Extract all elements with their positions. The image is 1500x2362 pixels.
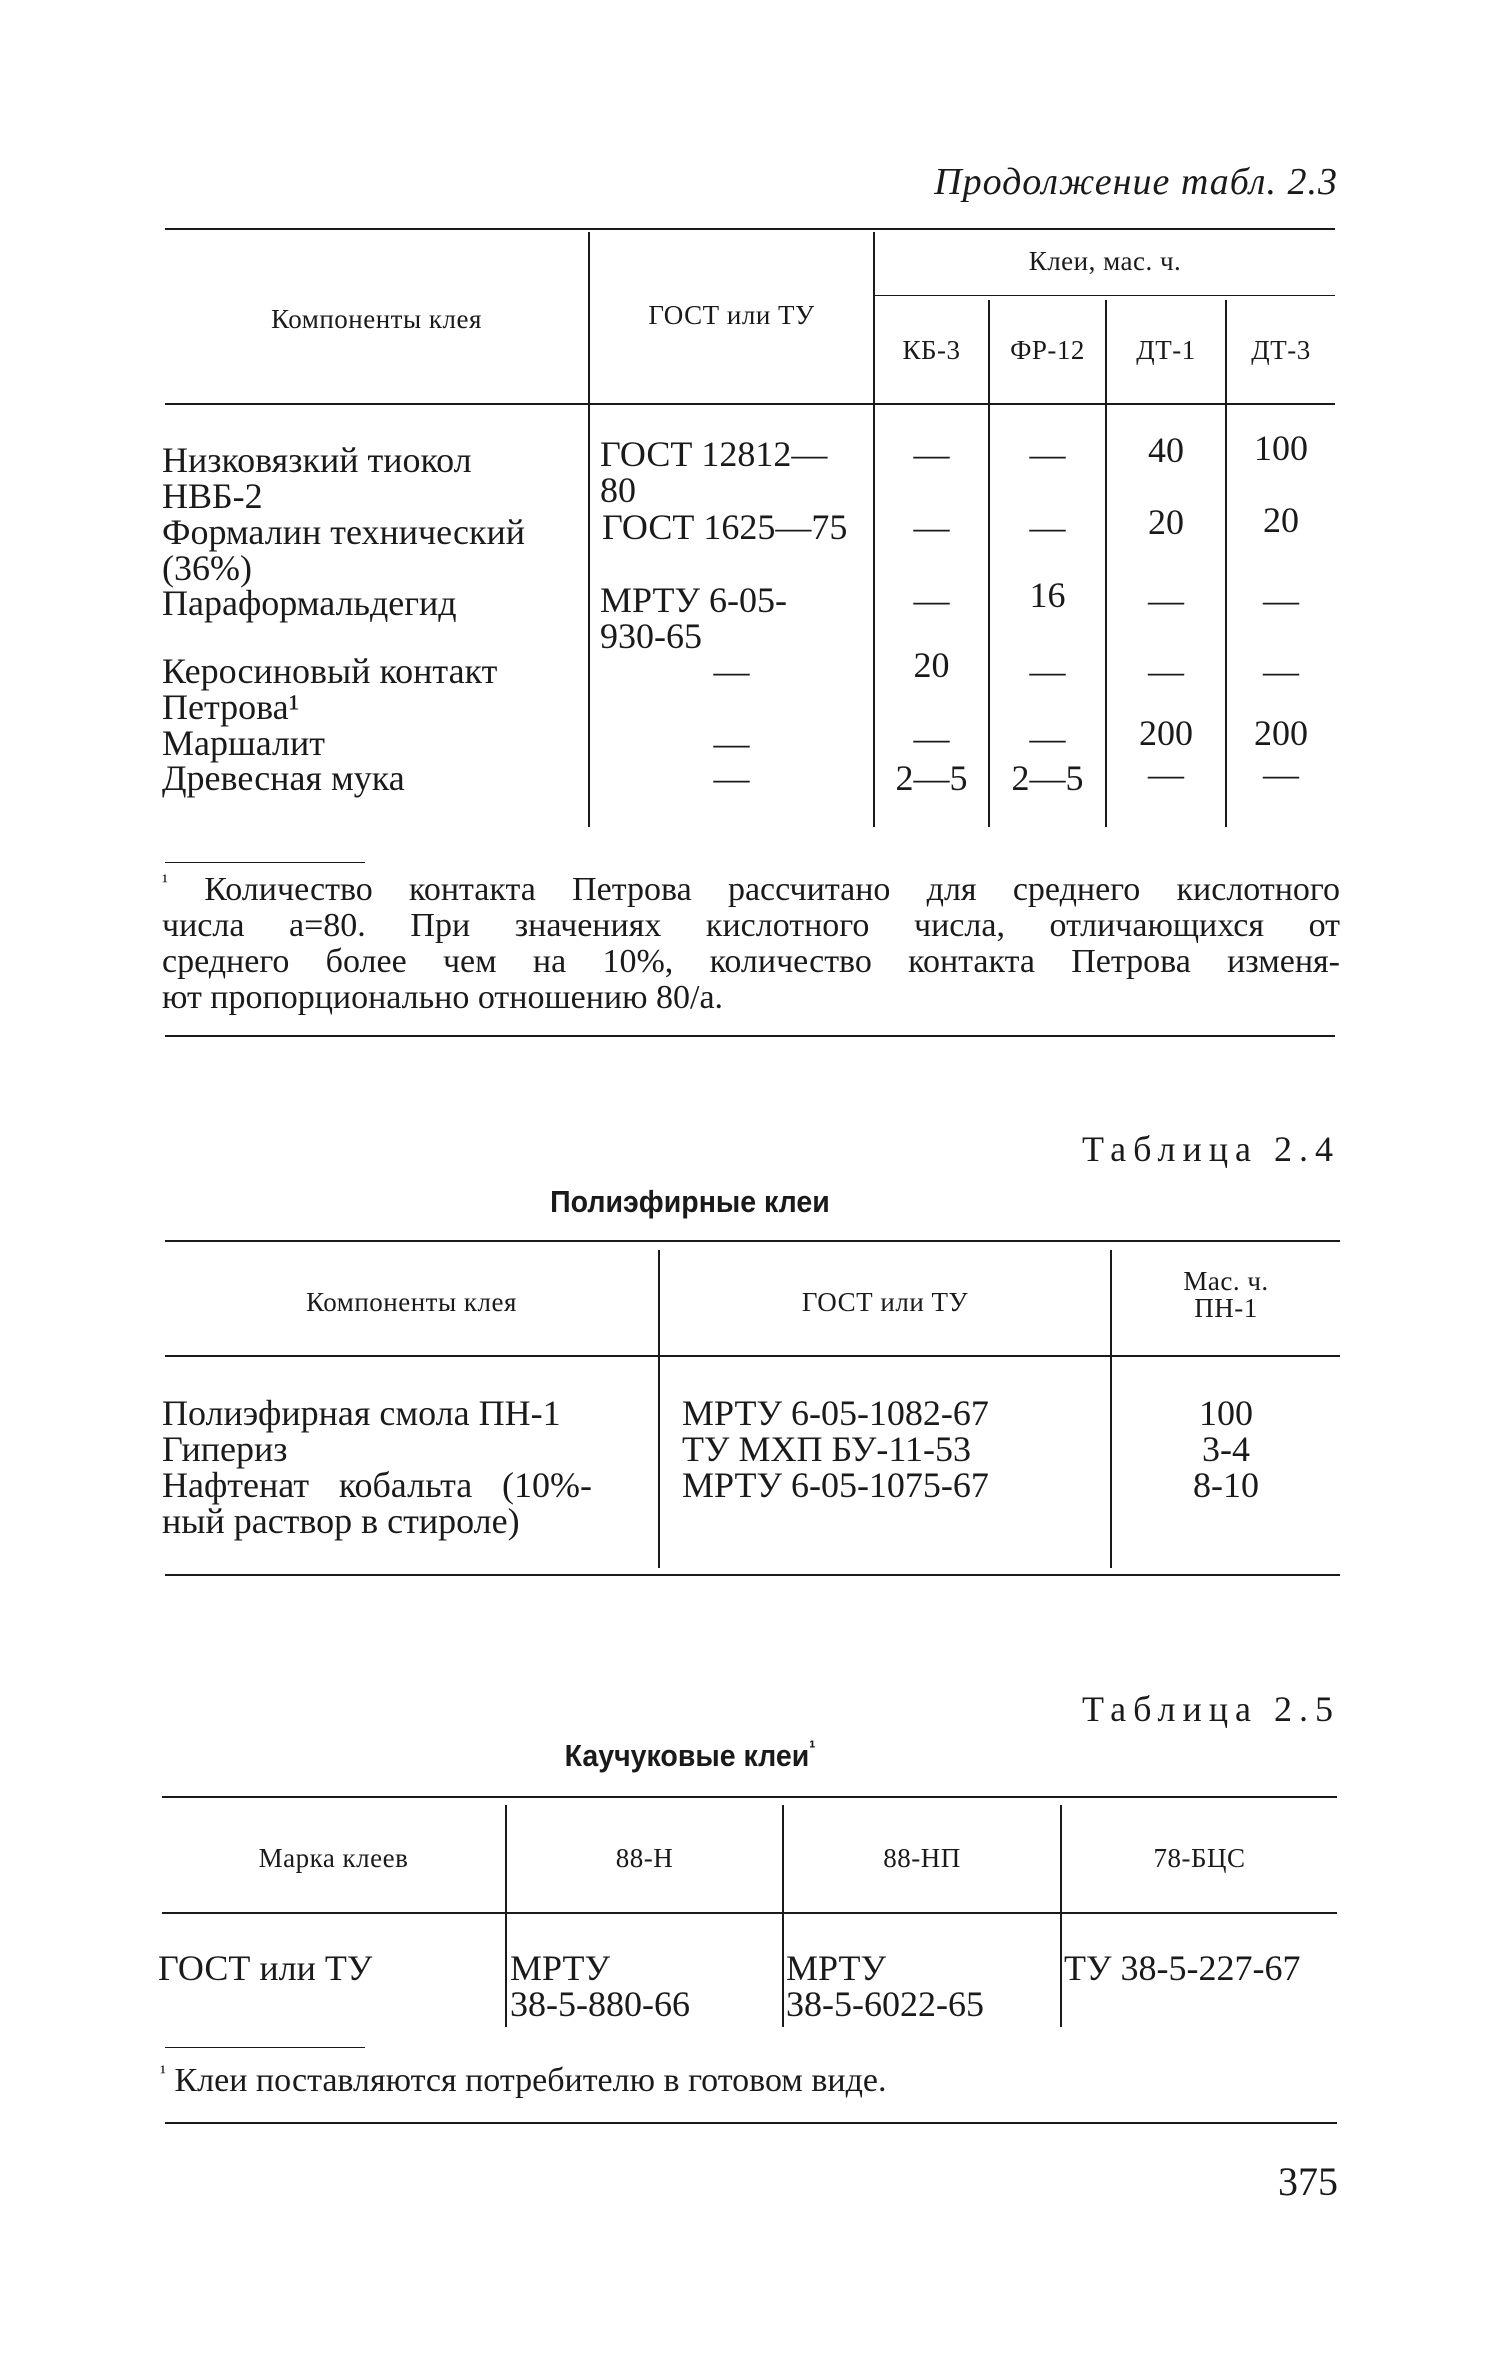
table-2-3-footnote-rule — [165, 862, 365, 863]
table-2-3-header-group: Клеи, мас. ч. — [1028, 246, 1182, 276]
table-2-3-row-1-dt1: 40 — [1148, 430, 1184, 470]
table-2-5-col-divider — [782, 1805, 784, 2027]
table-2-4-title: Полиэфирные клеи — [550, 1184, 830, 1219]
table-2-4-bottom-rule — [165, 1574, 1340, 1576]
table-2-5-row-78bcs: ТУ 38-5-227-67 — [1064, 1948, 1301, 1988]
table-2-5-header-88np: 88-НП — [883, 1843, 961, 1873]
table-2-3-row-2-gost: ГОСТ 1625—75 — [602, 507, 848, 547]
table-2-3-row-4-fr12: — — [1029, 651, 1066, 691]
table-2-3-header-fr12: ФР-12 — [1010, 335, 1085, 365]
table-2-4-header-mass: Мас. ч. ПН-1 — [1183, 1266, 1269, 1323]
table-2-3-row-6-dt3: — — [1263, 754, 1299, 794]
table-2-4-row-1-value: 100 — [1199, 1393, 1253, 1433]
table-2-4-header-gost: ГОСТ или ТУ — [801, 1287, 969, 1317]
table-2-3-row-1-name: Низковязкий тиокол НВБ-2 — [162, 440, 472, 516]
table-2-3-row-5-kb3: — — [913, 718, 950, 758]
section-rule — [165, 1035, 1335, 1037]
table-2-3-header-component: Компоненты клея — [271, 304, 482, 334]
table-2-3-row-3-dt1: — — [1148, 580, 1184, 620]
page-number: 375 — [1278, 2159, 1338, 2204]
table-2-3-row-4-name: Керосиновый контакт Петрова¹ — [162, 651, 498, 727]
table-2-3-row-1-kb3: — — [913, 434, 950, 474]
table-2-3-row-3-gost: МРТУ 6-05- 930-65 — [600, 580, 787, 656]
table-2-3-row-4-gost: — — [713, 651, 750, 691]
table-2-3-header-rule — [165, 403, 1335, 405]
table-2-3-row-5-dt1: 200 — [1139, 713, 1193, 753]
table-2-3-row-4-kb3: 20 — [913, 645, 950, 685]
table-2-3-row-2-dt1: 20 — [1148, 502, 1184, 542]
table-2-5-header-88n: 88-Н — [615, 1843, 674, 1873]
table-2-5-footnote: $^{^1}$ Клеи поставляются потребителю в готовом виде. — [160, 2061, 887, 2099]
table-2-5-col-divider — [1060, 1805, 1062, 2027]
table-2-5-header-78bcs: 78-БЦС — [1153, 1843, 1246, 1873]
table-2-3-caption: Продолжение табл. 2.3 — [934, 161, 1338, 203]
table-2-3-row-5-name: Маршалит — [162, 723, 325, 763]
table-2-4-row-1-gost: МРТУ 6-05-1082-67 — [682, 1393, 989, 1433]
table-2-3-row-6-kb3: 2—5 — [895, 758, 968, 798]
table-2-5-col-divider — [505, 1805, 507, 2027]
table-2-5-title: Каучуковые клеи$^{^1}$ — [564, 1737, 816, 1773]
table-2-5-row-88n: МРТУ 38-5-880-66 — [510, 1948, 690, 2024]
table-2-3-row-4-dt1: — — [1148, 651, 1184, 691]
table-2-4-label: Таблица 2.4 — [1082, 1129, 1340, 1169]
table-2-3-row-5-gost: — — [713, 723, 750, 763]
table-2-3-row-5-fr12: — — [1029, 718, 1066, 758]
table-2-3-row-2-dt3: 20 — [1263, 500, 1299, 540]
table-2-4-row-3-value: 8-10 — [1193, 1465, 1259, 1505]
table-2-5-row-88np: МРТУ 38-5-6022-65 — [786, 1948, 984, 2024]
table-2-3-row-5-dt3: 200 — [1254, 713, 1308, 753]
table-2-3-top-rule — [165, 228, 1335, 230]
table-2-4-header-rule — [165, 1355, 1340, 1357]
table-2-4-row-2-name: Гипериз — [162, 1429, 288, 1469]
table-2-3-row-1-gost: ГОСТ 12812— 80 — [600, 434, 828, 510]
table-2-3-row-4-dt3: — — [1263, 651, 1299, 691]
table-2-3-row-3-name: Параформальдегид — [162, 583, 457, 623]
table-2-3-header-dt3: ДТ-3 — [1251, 335, 1311, 365]
table-2-3-row-1-fr12: — — [1029, 434, 1066, 474]
table-2-3-header-gost: ГОСТ или ТУ — [648, 300, 815, 330]
table-2-5-footnote-rule — [165, 2047, 365, 2048]
table-2-5-top-rule — [162, 1796, 1337, 1798]
table-2-3-row-2-name: Формалин технический (36%) — [162, 512, 525, 588]
table-2-3-row-6-dt1: — — [1148, 754, 1184, 794]
table-2-3-row-3-kb3: — — [913, 580, 950, 620]
table-2-4-top-rule — [165, 1240, 1340, 1242]
table-2-4-row-1-name: Полиэфирная смола ПН-1 — [162, 1393, 561, 1433]
table-2-3-row-3-fr12: 16 — [1029, 575, 1066, 615]
table-2-5-row-name: ГОСТ или ТУ — [158, 1948, 373, 1988]
table-2-5-label: Таблица 2.5 — [1082, 1689, 1340, 1729]
table-2-5-header-rule — [162, 1912, 1337, 1914]
page-bottom-rule — [165, 2122, 1337, 2124]
table-2-3-row-1-dt3: 100 — [1254, 428, 1308, 468]
table-2-3-row-6-gost: — — [713, 758, 750, 798]
table-2-4-header-component: Компоненты клея — [306, 1287, 517, 1317]
table-2-4-row-3-name: Нафтенат кобальта (10%- ный раствор в стироле) — [162, 1465, 592, 1541]
table-2-3-row-6-name: Древесная мука — [162, 758, 405, 798]
table-2-4-row-3-gost: МРТУ 6-05-1075-67 — [682, 1465, 989, 1505]
table-2-3-header-dt1: ДТ-1 — [1136, 335, 1196, 365]
table-2-4-row-2-gost: ТУ МХП БУ-11-53 — [682, 1429, 972, 1469]
table-2-3-row-2-kb3: — — [913, 507, 950, 547]
table-2-3-group-rule — [875, 295, 1335, 296]
table-2-3-header-kb3: КБ-3 — [902, 335, 961, 365]
table-2-4-row-2-value: 3-4 — [1202, 1429, 1250, 1469]
table-2-3-row-6-fr12: 2—5 — [1011, 758, 1084, 798]
table-2-3-row-2-fr12: — — [1029, 507, 1066, 547]
table-2-3-row-3-dt3: — — [1263, 580, 1299, 620]
table-2-3-footnote: $^{^1}$ Количество контакта Петрова рассчитано для среднего кислотного числа a=80. При значениях кислотного числа, отличающихся от среднего более чем на 10%, количество контакта Петрова изменя- ют пропорционально отношению 80/a. — [162, 870, 1340, 1016]
table-2-5-header-brand: Марка клеев — [258, 1843, 409, 1873]
